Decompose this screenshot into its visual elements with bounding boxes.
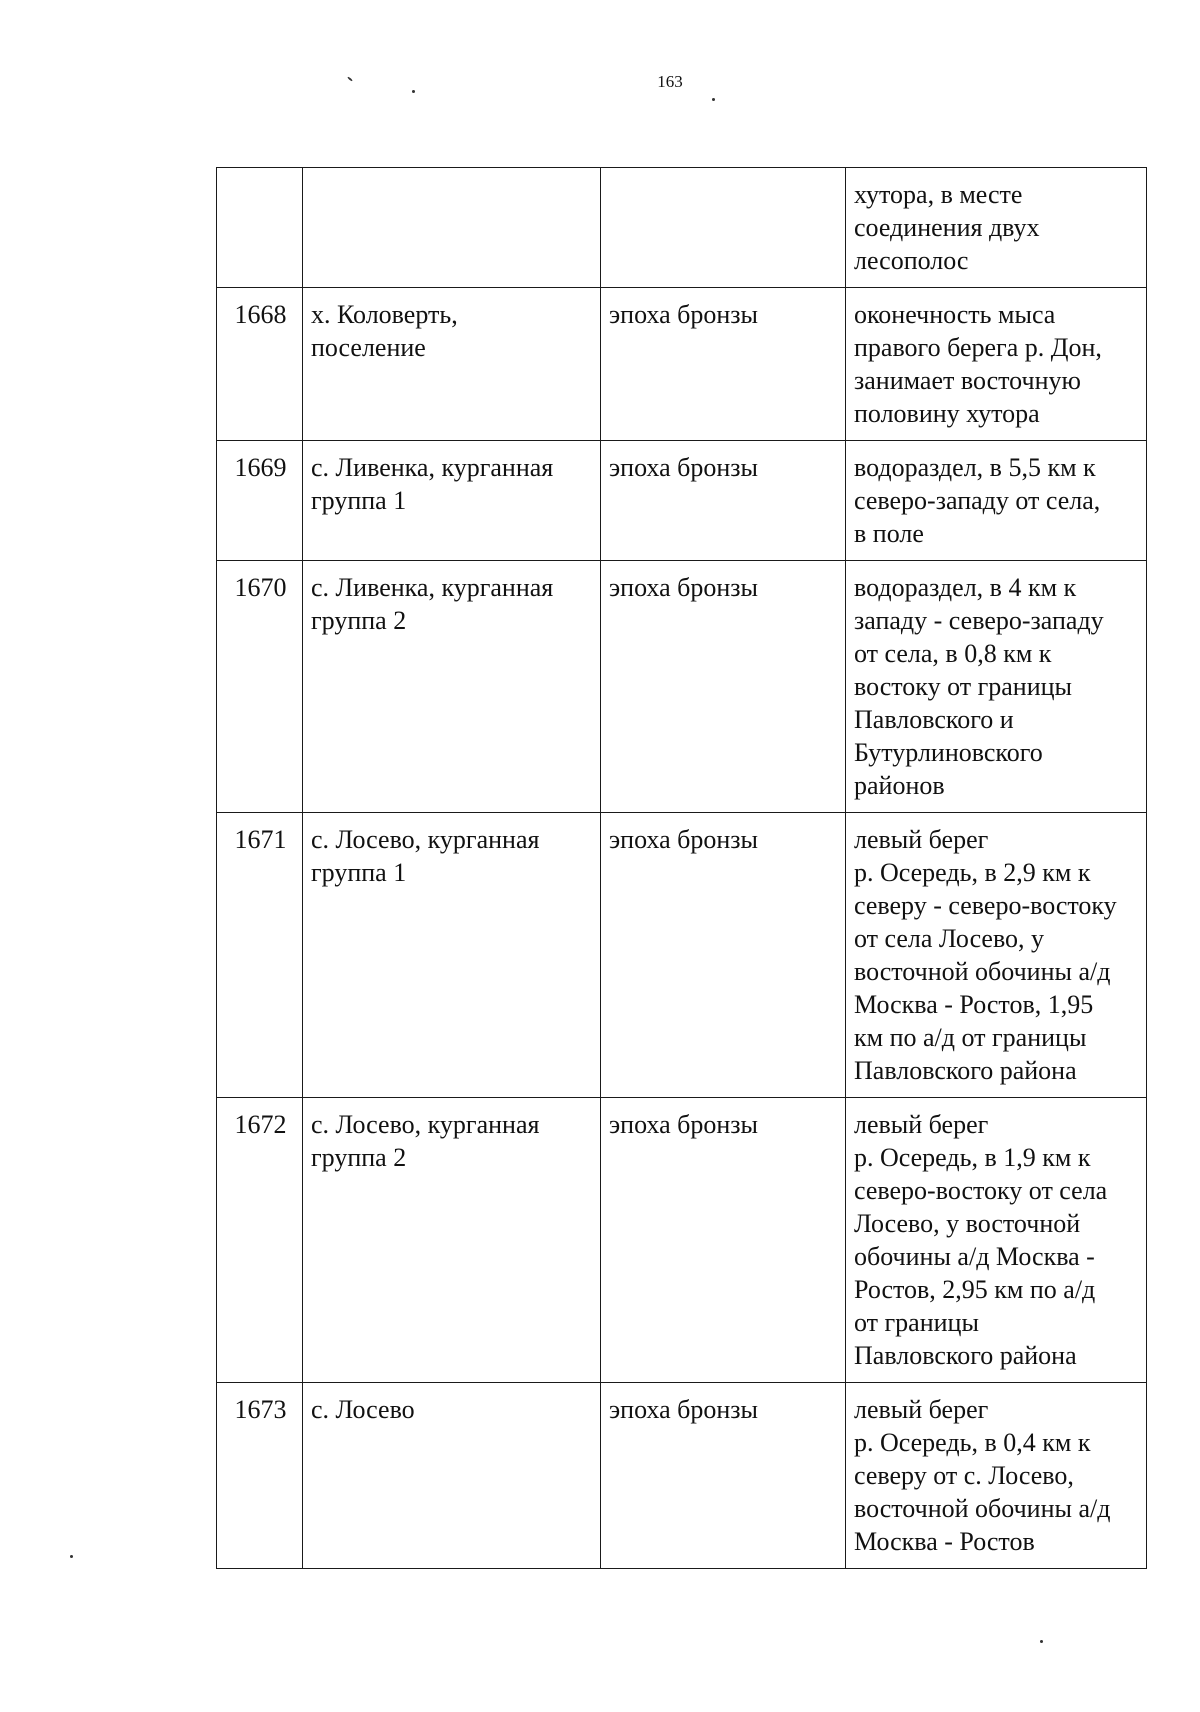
site-name-cell xyxy=(303,168,601,288)
location-line: востоку от границы xyxy=(854,672,1073,701)
row-number-cell: 1673 xyxy=(217,1383,303,1569)
location-cell xyxy=(846,1383,1147,1569)
location-line: от села, в 0,8 км к xyxy=(854,639,1052,668)
location-line: левый берег xyxy=(854,1110,989,1139)
location-line: Павловского района xyxy=(854,1056,1077,1085)
location-line: восточной обочины а/д xyxy=(854,957,1111,986)
location-line: районов xyxy=(854,771,945,800)
location-line: обочины а/д Москва - xyxy=(854,1242,1095,1271)
page-number: 163 xyxy=(657,72,683,91)
row-number-cell xyxy=(217,168,303,288)
location-line: от границы xyxy=(854,1308,979,1337)
location-line: половину хутора xyxy=(854,399,1040,428)
scan-speck xyxy=(412,90,415,93)
table-row xyxy=(217,1383,1147,1569)
site-name-cell xyxy=(303,1383,601,1569)
location-line: северу - северо-востоку xyxy=(854,891,1117,920)
epoch-cell: эпоха бронзы xyxy=(601,1383,846,1569)
table-row xyxy=(217,813,1147,1098)
site-name-cell xyxy=(303,288,601,441)
site-name-line: с. Ливенка, курганная xyxy=(311,573,554,602)
site-name-line: с. Лосево, курганная xyxy=(311,1110,540,1139)
table-row xyxy=(217,1098,1147,1383)
scan-speck xyxy=(70,1555,73,1558)
location-line: оконечность мыса xyxy=(854,300,1056,329)
location-line: соединения двух xyxy=(854,213,1040,242)
location-line: северо-востоку от села xyxy=(854,1176,1108,1205)
location-line: Бутурлиновского xyxy=(854,738,1043,767)
table-row xyxy=(217,168,1147,288)
table-body xyxy=(217,168,1147,1569)
location-line: северо-западу от села, xyxy=(854,486,1101,515)
epoch-cell: эпоха бронзы xyxy=(601,561,846,813)
site-name-cell xyxy=(303,813,601,1098)
location-line: Лосево, у восточной xyxy=(854,1209,1081,1238)
location-line: км по а/д от границы xyxy=(854,1023,1087,1052)
epoch-cell: эпоха бронзы xyxy=(601,441,846,561)
location-line: р. Осередь, в 0,4 км к xyxy=(854,1428,1091,1457)
scan-speck xyxy=(1040,1640,1043,1643)
epoch-cell: эпоха бронзы xyxy=(601,1098,846,1383)
location-line: водораздел, в 5,5 км к xyxy=(854,453,1096,482)
table-row xyxy=(217,441,1147,561)
location-line: водораздел, в 4 км к xyxy=(854,573,1077,602)
location-cell xyxy=(846,168,1147,288)
location-line: правого берега р. Дон, xyxy=(854,333,1102,362)
row-number-cell: 1669 xyxy=(217,441,303,561)
site-name-line: группа 1 xyxy=(311,858,407,887)
location-line: лесополос xyxy=(854,246,969,275)
location-line: Павловского района xyxy=(854,1341,1077,1370)
location-line: от села Лосево, у xyxy=(854,924,1045,953)
location-line: западу - северо-западу xyxy=(854,606,1104,635)
site-name-line: группа 1 xyxy=(311,486,407,515)
location-line: в поле xyxy=(854,519,924,548)
row-number-cell: 1670 xyxy=(217,561,303,813)
table-row xyxy=(217,561,1147,813)
location-line: восточной обочины а/д xyxy=(854,1494,1111,1523)
site-name-line: группа 2 xyxy=(311,606,407,635)
site-name-line: с. Ливенка, курганная xyxy=(311,453,554,482)
site-name-cell xyxy=(303,441,601,561)
location-line: Ростов, 2,95 км по а/д xyxy=(854,1275,1096,1304)
location-line: р. Осередь, в 1,9 км к xyxy=(854,1143,1091,1172)
location-line: левый берег xyxy=(854,1395,989,1424)
location-line: хутора, в месте xyxy=(854,180,1023,209)
epoch-cell xyxy=(601,168,846,288)
location-line: Москва - Ростов, 1,95 xyxy=(854,990,1094,1019)
site-name-line: группа 2 xyxy=(311,1143,407,1172)
location-cell xyxy=(846,1098,1147,1383)
row-number-cell: 1672 xyxy=(217,1098,303,1383)
row-number-cell: 1671 xyxy=(217,813,303,1098)
location-cell xyxy=(846,288,1147,441)
site-name-cell xyxy=(303,561,601,813)
location-line: левый берег xyxy=(854,825,989,854)
location-line: Павловского и xyxy=(854,705,1014,734)
site-name-cell xyxy=(303,1098,601,1383)
epoch-cell: эпоха бронзы xyxy=(601,288,846,441)
epoch-cell: эпоха бронзы xyxy=(601,813,846,1098)
location-line: Москва - Ростов xyxy=(854,1527,1035,1556)
location-line: занимает восточную xyxy=(854,366,1081,395)
site-name-line: с. Лосево xyxy=(311,1395,415,1424)
site-name-line: х. Коловерть, xyxy=(311,300,458,329)
table-row xyxy=(217,288,1147,441)
site-name-line: с. Лосево, курганная xyxy=(311,825,540,854)
monuments-table xyxy=(216,167,1147,1569)
site-name-line: поселение xyxy=(311,333,426,362)
scan-speck xyxy=(712,98,715,101)
location-line: р. Осередь, в 2,9 км к xyxy=(854,858,1091,887)
location-cell xyxy=(846,441,1147,561)
location-cell xyxy=(846,561,1147,813)
location-line: северу от с. Лосево, xyxy=(854,1461,1074,1490)
location-cell xyxy=(846,813,1147,1098)
row-number-cell: 1668 xyxy=(217,288,303,441)
